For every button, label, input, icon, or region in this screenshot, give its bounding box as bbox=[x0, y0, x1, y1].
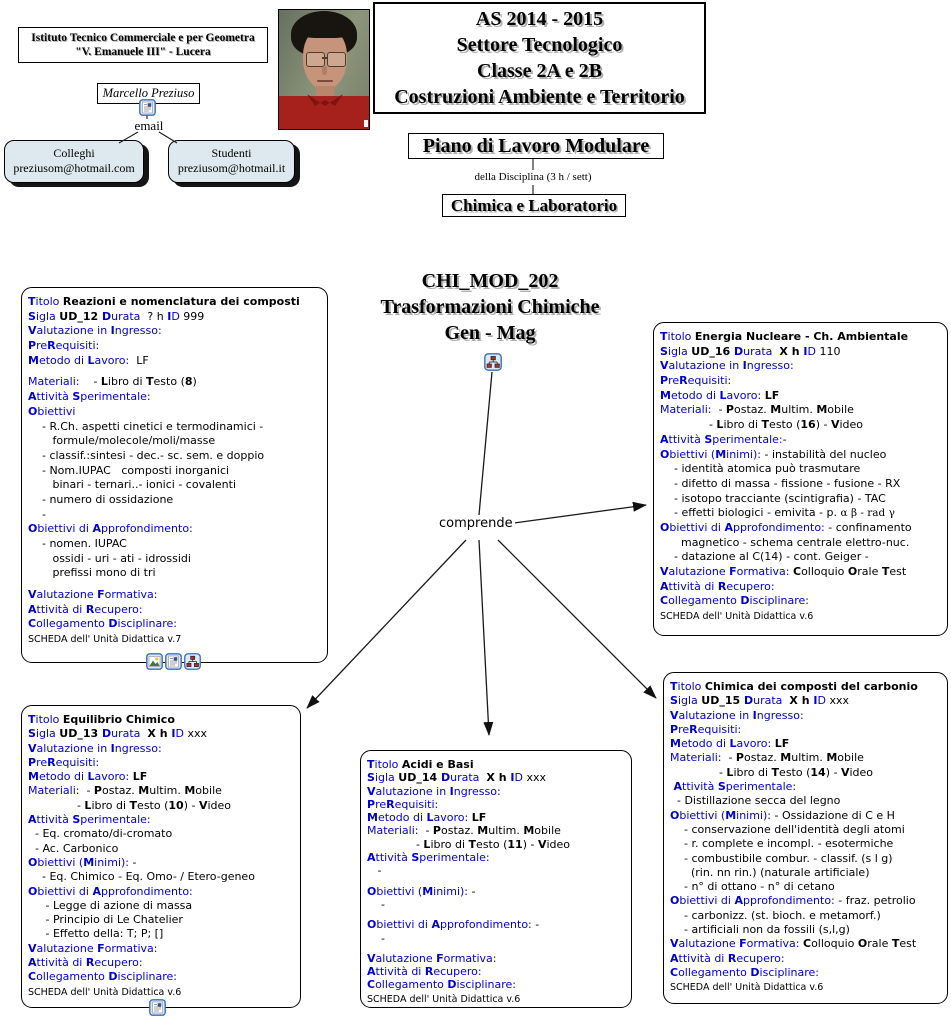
unit-text-line: - Distillazione secca del legno bbox=[670, 794, 841, 808]
unit-text-line: - Nom.IUPAC composti inorganici bbox=[28, 463, 230, 477]
school-year: AS 2014 - 2015 bbox=[475, 8, 604, 30]
unit-text-line: Titolo Acidi e Basi bbox=[367, 758, 474, 771]
module-period: Gen - Mag bbox=[444, 322, 536, 344]
unit-text-line: Obiettivi di Approfondimento: bbox=[28, 884, 193, 898]
unit-text-line: Valutazione in Ingresso: bbox=[367, 784, 501, 798]
unit-text-line: - Libro di Testo (16) - Video bbox=[660, 418, 864, 432]
unit-text-line: PreRequisiti: bbox=[28, 339, 100, 353]
plan-title-box bbox=[408, 133, 664, 159]
contact-email[interactable]: preziusom@hotmail.it bbox=[177, 161, 286, 175]
unit-text-line: SCHEDA dell' Unità Didattica v.6 bbox=[660, 611, 814, 623]
unit-text-line: PreRequisiti: bbox=[28, 755, 100, 769]
course: Costruzioni Ambiente e Territorio bbox=[394, 86, 685, 108]
plan-title: Piano di Lavoro Modulare bbox=[422, 135, 650, 157]
unit-text-line: Valutazione in Ingresso: bbox=[670, 708, 804, 722]
unit-text-line: Obiettivi di Approfondimento: - confinamento bbox=[660, 520, 912, 534]
unit-text-line: Attività Sperimentale: bbox=[28, 390, 151, 404]
unit-text-line: Collegamento Disciplinare: bbox=[28, 970, 177, 984]
unit-text-line: magnetico - schema centrale elettro-nuc. bbox=[660, 535, 910, 549]
module-title-block bbox=[330, 268, 650, 346]
unit-text-line: - Effetto della: T; P; [] bbox=[28, 927, 164, 941]
unit-text-line: Attività di Recupero: bbox=[28, 602, 143, 616]
unit-text-line: - nomen. IUPAC bbox=[28, 537, 127, 550]
unit-text-line: Titolo Reazioni e nomenclatura dei composti bbox=[28, 295, 300, 308]
ud13-resource-icons bbox=[149, 999, 166, 1018]
unit-text-line: (rin. nn rin.) (naturale artificiale) bbox=[670, 865, 870, 879]
institute-box bbox=[18, 27, 268, 63]
unit-text-line: Materiali: - Libro di Testo (8) bbox=[28, 375, 197, 389]
unit-text-line: Sigla UD_16 Durata X h ID 110 bbox=[660, 344, 841, 358]
institute-line2: "V. Emanuele III" - Lucera bbox=[75, 46, 211, 58]
unit-text-line: Obiettivi (Minimi): - instabilità del nucleo bbox=[660, 447, 887, 461]
document-icon[interactable] bbox=[165, 653, 182, 672]
unit-text-line: Metodo di Lavoro: LF bbox=[660, 388, 780, 402]
unit-text-line: Collegamento Disciplinare: bbox=[367, 978, 516, 992]
sector: Settore Tecnologico bbox=[456, 34, 623, 56]
unit-text-line: Obiettivi bbox=[28, 404, 76, 418]
contact-email[interactable]: preziusom@hotmail.com bbox=[13, 161, 135, 175]
contact-title: Studenti bbox=[211, 146, 252, 160]
classes: Classe 2A e 2B bbox=[477, 60, 602, 82]
unit-text-line: Sigla UD_13 Durata X h ID xxx bbox=[28, 727, 208, 741]
unit-text-line: SCHEDA dell' Unità Didattica v.7 bbox=[28, 634, 182, 646]
unit-box-ud16 bbox=[653, 322, 948, 636]
portrait-photo bbox=[278, 9, 370, 130]
unit-text-line: - Eq. cromato/di-cromato bbox=[28, 827, 173, 841]
unit-text-line: - difetto di massa - fissione - fusione - RX bbox=[660, 476, 901, 490]
unit-text-line: Sigla UD_14 Durata X h ID xxx bbox=[367, 771, 547, 785]
unit-text-line: - isotopo tracciante (scintigrafia) - TAC bbox=[660, 491, 886, 505]
unit-text-line: Attività di Recupero: bbox=[660, 579, 775, 593]
unit-text-line: - combustibile combur. - classif. (s l g) bbox=[670, 851, 893, 865]
unit-text-line: SCHEDA dell' Unità Didattica v.6 bbox=[28, 986, 182, 998]
unit-text-line: formule/molecole/moli/masse bbox=[28, 434, 216, 448]
contact-box-studenti[interactable] bbox=[168, 140, 295, 183]
institute-line1: Istituto Tecnico Commerciale e per Geometra bbox=[31, 32, 255, 44]
org-chart-icon[interactable] bbox=[184, 653, 201, 672]
unit-text-line: Attività di Recupero: bbox=[28, 956, 143, 970]
unit-text-line: Attività Sperimentale: bbox=[367, 851, 490, 865]
unit-text-line: PreRequisiti: bbox=[670, 722, 742, 736]
unit-text-line: - classif.:sintesi - dec.- sc. sem. e doppio bbox=[28, 448, 265, 462]
unit-text-line: Attività Sperimentale: bbox=[28, 813, 151, 827]
unit-text-line: Attività di Recupero: bbox=[670, 951, 785, 965]
unit-text-line: - Principio di Le Chatelier bbox=[28, 913, 183, 927]
unit-text-line: Valutazione Formativa: bbox=[28, 941, 158, 955]
unit-text-line: - Libro di Testo (11) - Video bbox=[367, 837, 571, 851]
unit-text-line: Materiali: - Postaz. Multim. Mobile bbox=[670, 751, 864, 765]
unit-text-line: - Ac. Carbonico bbox=[28, 841, 119, 855]
unit-text-line: - bbox=[367, 897, 385, 911]
unit-text-line: Titolo Chimica dei composti del carbonio bbox=[670, 680, 918, 693]
unit-text-line: - bbox=[367, 864, 382, 878]
unit-text-line bbox=[367, 878, 625, 885]
module-name: Trasformazioni Chimiche bbox=[380, 296, 600, 318]
unit-text-line: - bbox=[28, 507, 46, 521]
unit-text-line: - Libro di Testo (10) - Video bbox=[28, 798, 232, 812]
unit-text-line: - numero di ossidazione bbox=[28, 492, 174, 506]
unit-text-line: binari - ternari..- ionici - covalenti bbox=[28, 478, 237, 492]
unit-box-ud13 bbox=[21, 705, 301, 1008]
unit-text-line: - identità atomica può trasmutare bbox=[660, 462, 861, 476]
unit-text-line: Metodo di Lavoro: LF bbox=[670, 737, 790, 751]
unit-text-line: Valutazione Formativa: Colloquio Orale Test bbox=[670, 937, 917, 951]
unit-text-line: - carbonizz. (st. bioch. e metamorf.) bbox=[670, 908, 881, 922]
contact-box-colleghi[interactable] bbox=[4, 140, 144, 183]
unit-text-line: Valutazione Formativa: bbox=[28, 588, 158, 602]
unit-text-line: Valutazione Formativa: Colloquio Orale Test bbox=[660, 565, 907, 578]
class-info-box bbox=[373, 2, 706, 114]
email-attachment-icon[interactable] bbox=[139, 99, 156, 118]
document-icon[interactable] bbox=[149, 999, 166, 1018]
unit-text-line: - r. complete e incompl. - esotermiche bbox=[670, 837, 894, 851]
author-name: Marcello Preziuso bbox=[102, 86, 195, 100]
unit-text-line: Metodo di Lavoro: LF bbox=[28, 770, 148, 784]
unit-text-line: Obiettivi (Minimi): - Ossidazione di C e H bbox=[670, 808, 895, 822]
unit-text-line: Valutazione Formativa: bbox=[367, 951, 497, 965]
link-label-comprende: comprende bbox=[439, 516, 513, 531]
unit-text-line: SCHEDA dell' Unità Didattica v.6 bbox=[367, 993, 521, 1005]
unit-text-line: - conservazione dell'identità degli atomi bbox=[670, 822, 905, 836]
subject-box bbox=[442, 194, 626, 217]
unit-text-line: Obiettivi (Minimi): - bbox=[367, 884, 476, 898]
unit-text-line: PreRequisiti: bbox=[367, 797, 439, 811]
unit-text-line: Titolo Energia Nucleare - Ch. Ambientale bbox=[660, 330, 909, 343]
unit-text-line: Materiali: - Postaz. Multim. Mobile bbox=[28, 784, 222, 798]
unit-text-line: Collegamento Disciplinare: bbox=[670, 965, 819, 979]
unit-text-line: - artificiali non da fossili (s,l,g) bbox=[670, 923, 850, 937]
unit-text-line bbox=[367, 911, 625, 918]
unit-box-ud15 bbox=[663, 672, 948, 1004]
module-map-icon[interactable] bbox=[484, 353, 502, 372]
unit-text-line: Attività Sperimentale: bbox=[673, 780, 797, 794]
unit-text-line: - effetti biologici - emivita - p. α β - rad γ bbox=[660, 506, 895, 520]
unit-text-line: Sigla UD_15 Durata X h ID xxx bbox=[670, 694, 850, 708]
unit-text-line: Metodo di Lavoro: LF bbox=[367, 811, 487, 825]
unit-text-line: ossidi - uri - ati - idrossidi bbox=[28, 551, 191, 565]
unit-text-line: prefissi mono di tri bbox=[28, 566, 156, 580]
unit-box-ud14 bbox=[360, 750, 632, 1008]
unit-text-line: - datazione al C(14) - cont. Geiger - bbox=[660, 550, 869, 564]
unit-text-line bbox=[367, 945, 625, 952]
unit-text-line: - Eq. Chimico - Eq. Omo- / Etero-geneo bbox=[28, 870, 255, 884]
email-label: email bbox=[134, 118, 164, 133]
unit-text-line: - Libro di Testo (14) - Video bbox=[670, 765, 874, 779]
unit-text-line: - R.Ch. aspetti cinetici e termodinamici - bbox=[28, 419, 264, 433]
unit-text-line: Metodo di Lavoro: LF bbox=[28, 353, 149, 367]
unit-text-line bbox=[28, 581, 321, 588]
unit-text-line: Obiettivi di Approfondimento: - bbox=[367, 918, 540, 932]
subject-title: Chimica e Laboratorio bbox=[450, 196, 618, 215]
unit-box-ud12 bbox=[21, 287, 328, 663]
unit-text-line: Obiettivi di Approfondimento: bbox=[28, 522, 193, 536]
module-code: CHI_MOD_202 bbox=[421, 270, 559, 292]
unit-text-line: Titolo Equilibrio Chimico bbox=[28, 713, 175, 726]
unit-text-line: Valutazione in Ingresso: bbox=[28, 741, 162, 755]
ud12-resource-icons bbox=[146, 653, 201, 672]
unit-text-line: Obiettivi di Approfondimento: - fraz. petrolio bbox=[670, 894, 916, 908]
unit-text-line: Attività Sperimentale:- bbox=[660, 432, 787, 446]
unit-text-line: Collegamento Disciplinare: bbox=[28, 617, 177, 631]
unit-text-line: Sigla UD_12 Durata ? h ID 999 bbox=[28, 309, 205, 323]
unit-text-line: Valutazione in Ingresso: bbox=[660, 359, 794, 373]
unit-text-line: Collegamento Disciplinare: bbox=[660, 594, 809, 608]
unit-text-line: - Legge di azione di massa bbox=[28, 898, 193, 912]
contact-title: Colleghi bbox=[53, 146, 95, 160]
unit-text-line: SCHEDA dell' Unità Didattica v.6 bbox=[670, 982, 824, 994]
unit-text-line: Materiali: - Postaz. Multim. Mobile bbox=[660, 403, 854, 417]
unit-text-line: PreRequisiti: bbox=[660, 374, 732, 388]
unit-text-line bbox=[28, 368, 321, 375]
unit-text-line: - n° di ottano - n° di cetano bbox=[670, 880, 835, 894]
unit-text-line: Obiettivi (Minimi): - bbox=[28, 855, 137, 869]
unit-text-line: Valutazione in Ingresso: bbox=[28, 324, 162, 338]
unit-text-line: Attività di Recupero: bbox=[367, 965, 482, 979]
unit-text-line: Materiali: - Postaz. Multim. Mobile bbox=[367, 824, 561, 838]
plan-subtitle: della Disciplina (3 h / sett) bbox=[474, 171, 592, 183]
picture-icon[interactable] bbox=[146, 653, 163, 672]
unit-text-line: - bbox=[367, 931, 385, 945]
